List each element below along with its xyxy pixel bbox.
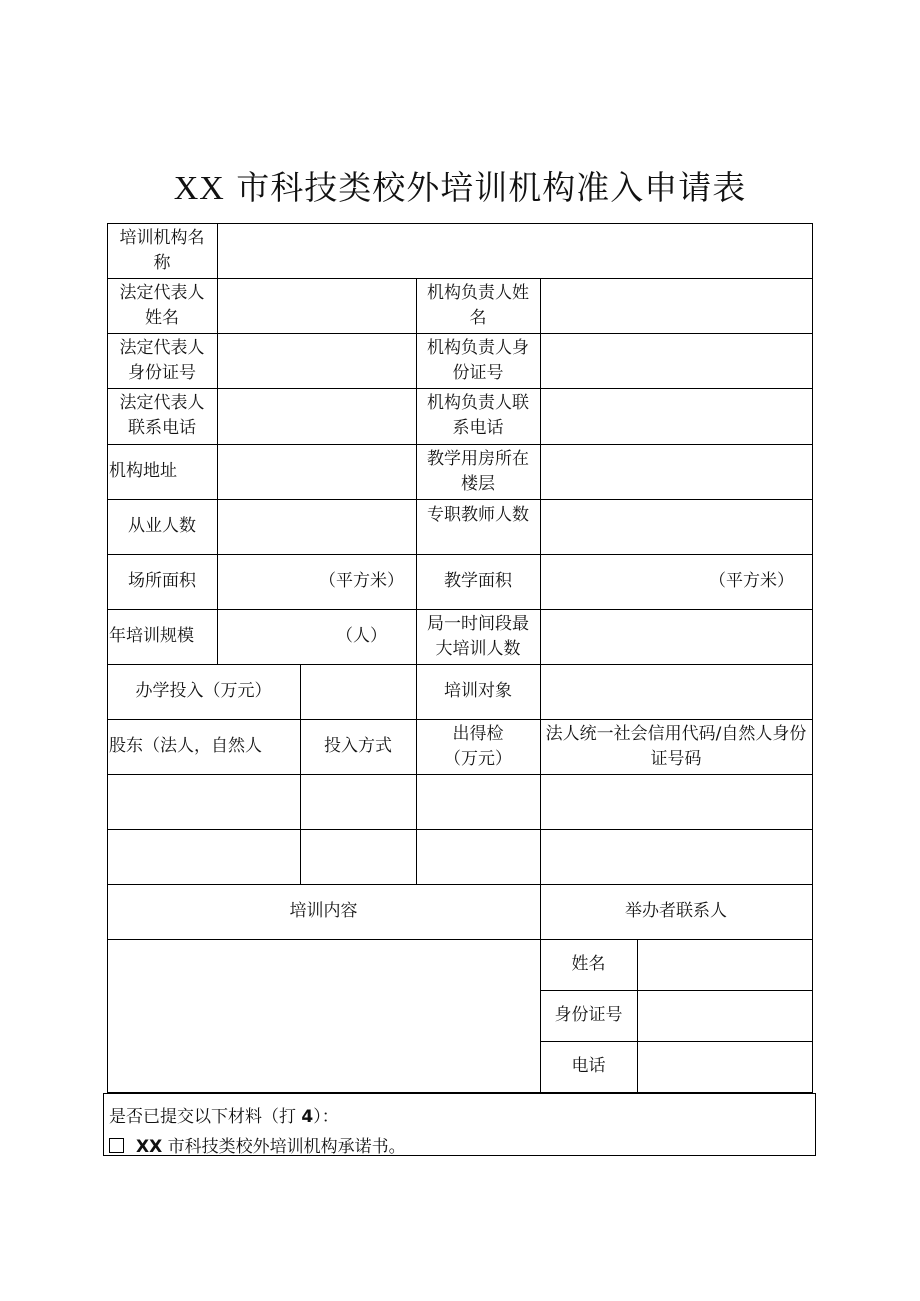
materials-item-pledge: XX 市科技类校外培训机构承诺书。 [109,1132,406,1157]
staff-count-label: 从业人数 [107,499,218,555]
site-area-unit: （平方米） [319,571,404,591]
contact-name-label: 姓名 [540,939,638,991]
max-trainees-field[interactable] [540,609,813,665]
page-title: XX 市科技类校外培训机构准入申请表 [173,168,747,207]
annual-scale-field[interactable] [217,609,417,665]
contact-phone-field[interactable] [637,1041,813,1093]
principal-id-field[interactable] [540,333,813,389]
address-label: 机构地址 [107,444,218,500]
contribution-label: 出得检（万元） [416,719,541,775]
investment-label: 办学投入（万元） [107,664,301,720]
invest-method-label: 投入方式 [300,719,417,775]
legal-rep-name-field[interactable] [217,278,417,334]
investment-field[interactable] [300,664,417,720]
site-area-label: 场所面积 [107,554,218,610]
contact-id-label: 身份证号 [540,990,638,1042]
shareholder-label: 股东（法人，自然人 [107,719,301,775]
principal-id-label: 机构负责人身份证号 [416,333,541,389]
teaching-floor-label: 教学用房所在楼层 [416,444,541,500]
contribution-2-field[interactable] [416,829,541,885]
fulltime-teachers-field[interactable] [540,499,813,555]
org-name-field[interactable] [217,223,813,279]
teaching-area-field[interactable] [540,554,813,610]
teaching-area-label: 教学面积 [416,554,541,610]
shareholder-1-field[interactable] [107,774,301,830]
site-area-field[interactable] [217,554,417,610]
credit-code-2-field[interactable] [540,829,813,885]
organizer-contact-label: 举办者联系人 [540,884,813,940]
contribution-1-field[interactable] [416,774,541,830]
teaching-floor-field[interactable] [540,444,813,500]
training-content-label: 培训内容 [107,884,541,940]
training-content-field[interactable] [107,939,541,1093]
legal-rep-id-label: 法定代表人身份证号 [107,333,218,389]
shareholder-2-field[interactable] [107,829,301,885]
principal-name-label: 机构负责人姓名 [416,278,541,334]
credit-code-label: 法人统一社会信用代码/自然人身份证号码 [540,719,813,775]
credit-code-1-field[interactable] [540,774,813,830]
contact-phone-label: 电话 [540,1041,638,1093]
invest-method-2-field[interactable] [300,829,417,885]
contact-name-field[interactable] [637,939,813,991]
contact-id-field[interactable] [637,990,813,1042]
max-trainees-label: 局一时间段最大培训人数 [416,609,541,665]
staff-count-field[interactable] [217,499,417,555]
principal-phone-label: 机构负责人联系电话 [416,388,541,445]
teaching-area-unit: （平方米） [709,571,794,591]
legal-rep-phone-label: 法定代表人联系电话 [107,388,218,445]
annual-scale-label: 年培训规模 [107,609,218,665]
pledge-checkbox[interactable] [109,1138,124,1153]
materials-section [103,1093,816,1156]
address-field[interactable] [217,444,417,500]
materials-question: 是否已提交以下材料（打 4）： [109,1107,339,1127]
target-field[interactable] [540,664,813,720]
legal-rep-phone-field[interactable] [217,388,417,445]
fulltime-teachers-label: 专职教师人数 [416,499,541,555]
target-label: 培训对象 [416,664,541,720]
invest-method-1-field[interactable] [300,774,417,830]
principal-phone-field[interactable] [540,388,813,445]
legal-rep-id-field[interactable] [217,333,417,389]
principal-name-field[interactable] [540,278,813,334]
org-name-label: 培训机构名称 [107,223,218,279]
annual-scale-unit: （人） [336,626,387,646]
legal-rep-name-label: 法定代表人姓名 [107,278,218,334]
